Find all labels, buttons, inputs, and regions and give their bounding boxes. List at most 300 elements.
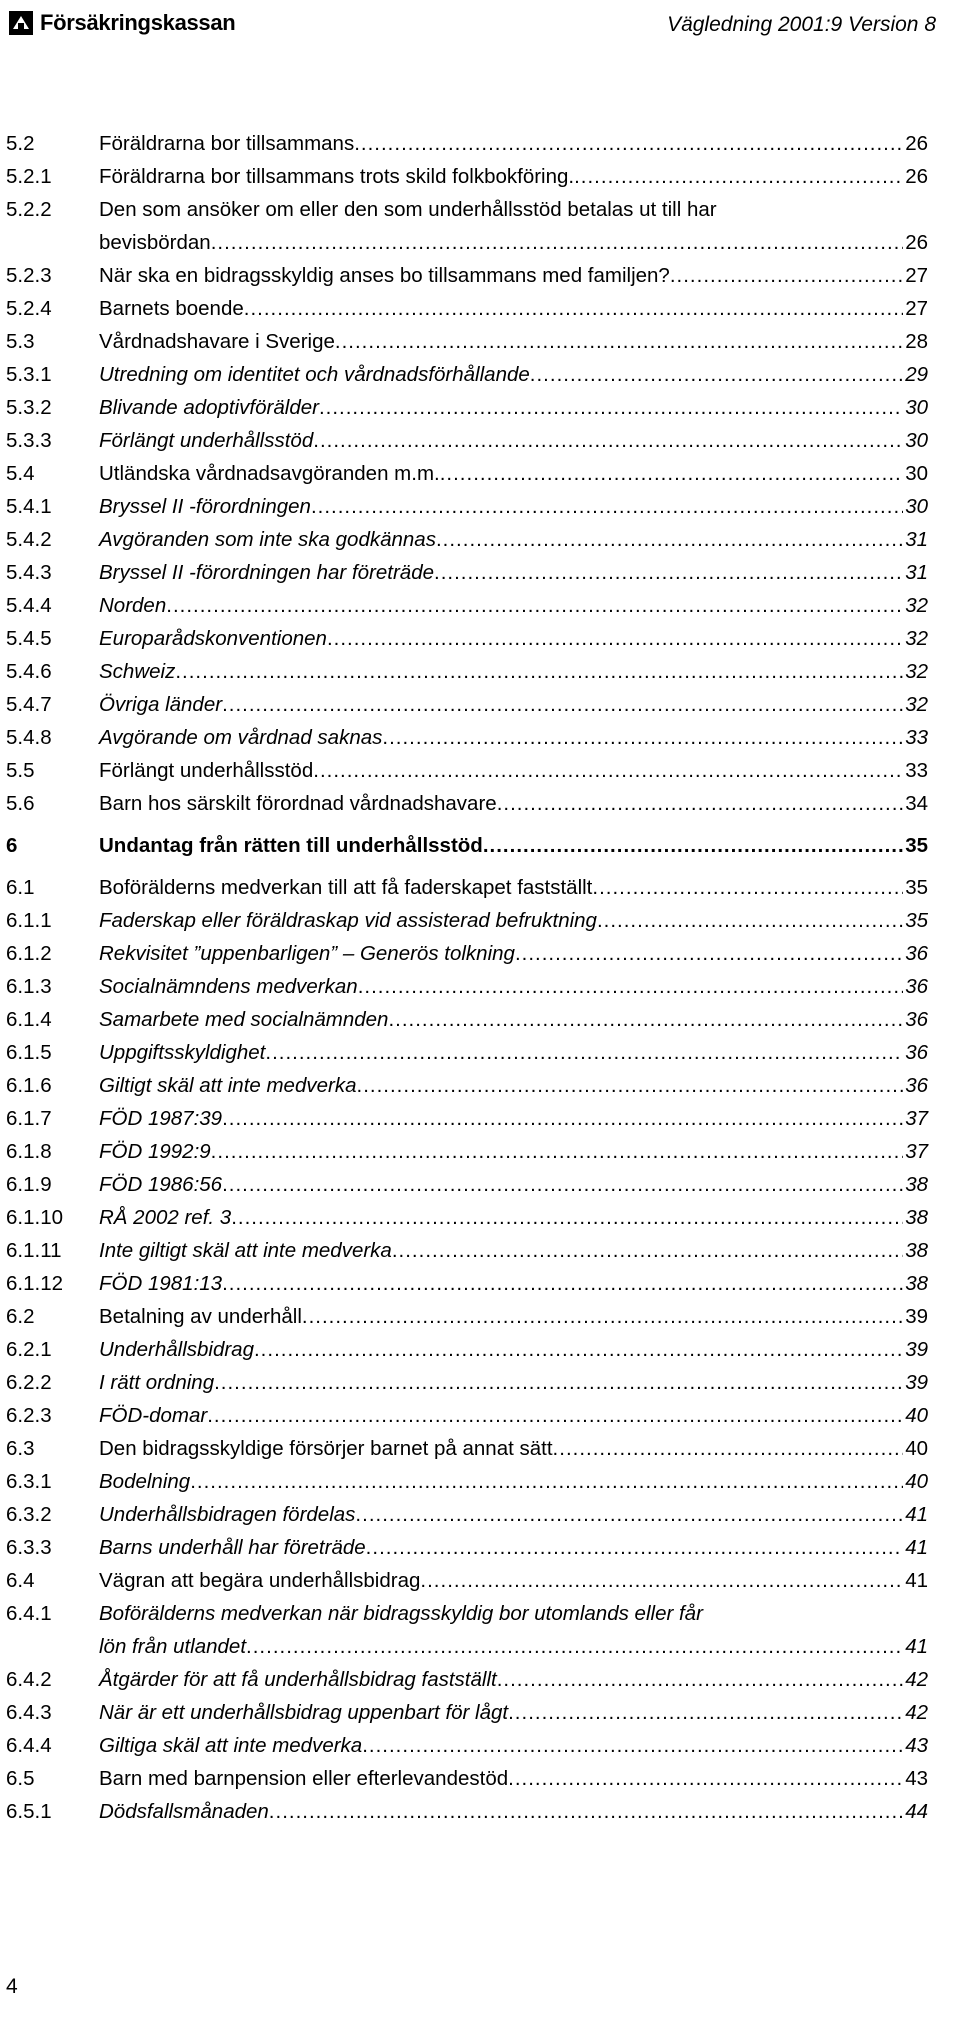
toc-page: 34: [905, 792, 928, 815]
toc-number: 6.2.1: [6, 1338, 52, 1361]
toc-number: 5.4.3: [6, 561, 52, 584]
dot-leader: [515, 942, 903, 966]
dot-leader: [244, 297, 903, 321]
toc-number: 6.1.7: [6, 1107, 52, 1130]
toc-title-wrap: [99, 594, 928, 618]
dot-leader: [175, 660, 903, 684]
toc-page: 36: [905, 942, 928, 965]
toc-entry[interactable]: [6, 363, 928, 396]
dot-leader: [166, 594, 903, 618]
toc-page: 27: [905, 297, 928, 320]
toc-title: Faderskap eller föräldraskap vid assisterad befruktning: [99, 909, 597, 932]
toc-title: Utredning om identitet och vårdnadsförhållande: [99, 363, 530, 386]
toc-title: Den som ansöker om eller den som underhållsstöd betalas ut till har: [99, 198, 717, 221]
dot-leader: [508, 1701, 903, 1725]
toc-entry[interactable]: [6, 462, 928, 495]
toc-title-continued: bevisbördan: [99, 231, 211, 254]
toc-title: Utländska vårdnadsavgöranden m.m.: [99, 462, 440, 485]
toc-number: 6.4.1: [6, 1602, 52, 1625]
toc-title: Dödsfallsmånaden: [99, 1800, 269, 1823]
toc-page: 32: [905, 660, 928, 683]
toc-number: 5.3.2: [6, 396, 52, 419]
toc-number: 5.4: [6, 462, 35, 485]
toc-number: 6.4: [6, 1569, 35, 1592]
toc-entry[interactable]: [6, 561, 928, 594]
toc-entry[interactable]: [6, 1701, 928, 1734]
toc-title: I rätt ordning: [99, 1371, 215, 1394]
toc-page: 26: [905, 231, 928, 254]
page-number: 4: [6, 1975, 18, 1998]
toc-title-wrap: [99, 495, 928, 519]
toc-number: 5.5: [6, 759, 35, 782]
dot-leader: [313, 759, 903, 783]
toc-title: Uppgiftsskyldighet: [99, 1041, 266, 1064]
toc-title: Vårdnadshavare i Sverige: [99, 330, 335, 353]
dot-leader: [222, 1173, 903, 1197]
brand-logo: [8, 10, 235, 36]
toc-entry[interactable]: [6, 942, 928, 975]
toc-entry[interactable]: [6, 1536, 928, 1569]
toc-title-wrap: [99, 528, 928, 552]
toc-title-wrap: [99, 726, 928, 750]
toc-page: 39: [905, 1371, 928, 1394]
toc-entry[interactable]: [6, 132, 928, 165]
toc-number: 5.4.1: [6, 495, 52, 518]
toc-number: 5.3.1: [6, 363, 52, 386]
toc-number: 5.4.5: [6, 627, 52, 650]
dot-leader: [327, 627, 903, 651]
toc-number: 5.2.1: [6, 165, 52, 188]
toc-number: 6.1.8: [6, 1140, 52, 1163]
toc-entry[interactable]: [6, 1437, 928, 1470]
toc-page: 37: [905, 1140, 928, 1163]
dot-leader: [335, 330, 903, 354]
toc-entry[interactable]: [6, 876, 928, 909]
toc-entry[interactable]: [6, 1107, 928, 1140]
toc-number: 5.2.4: [6, 297, 52, 320]
toc-title: Samarbete med socialnämnden: [99, 1008, 389, 1031]
toc-title: Vägran att begära underhållsbidrag: [99, 1569, 421, 1592]
toc-number: 6.2.3: [6, 1404, 52, 1427]
toc-title: Undantag från rätten till underhållsstöd: [99, 834, 483, 857]
toc-title-wrap: [99, 1338, 928, 1362]
dot-leader: [366, 1536, 904, 1560]
dot-leader: [483, 834, 903, 858]
dot-leader: [388, 1008, 903, 1032]
toc-page: 41: [905, 1536, 928, 1559]
toc-page: 42: [905, 1701, 928, 1724]
toc-title: Inte giltigt skäl att inte medverka: [99, 1239, 392, 1262]
toc-title: Schweiz: [99, 660, 176, 683]
toc-number: 6.1.4: [6, 1008, 52, 1031]
toc-number: 6.1.5: [6, 1041, 52, 1064]
dot-leader: [434, 561, 903, 585]
toc-entry[interactable]: [6, 1173, 928, 1206]
dot-leader: [362, 1734, 903, 1758]
toc-entry[interactable]: [6, 1371, 928, 1404]
dot-leader: [311, 495, 903, 519]
dot-leader: [222, 693, 903, 717]
toc-title: Förlängt underhållsstöd: [99, 429, 314, 452]
toc-entry[interactable]: [6, 1470, 928, 1503]
toc-title-wrap: [99, 1404, 928, 1428]
dot-leader: [319, 396, 903, 420]
dot-leader: [530, 363, 903, 387]
toc-entry[interactable]: [6, 1569, 928, 1602]
toc-entry[interactable]: [6, 627, 928, 660]
toc-number: 6.3.2: [6, 1503, 52, 1526]
toc-number: 6.1.2: [6, 942, 52, 965]
toc-title: Giltiga skäl att inte medverka: [99, 1734, 363, 1757]
toc-title-wrap: [99, 429, 928, 453]
dot-leader: [420, 1569, 903, 1593]
toc-entry[interactable]: [6, 297, 928, 330]
toc-title-wrap: [99, 1701, 928, 1725]
toc-entry-line: [6, 1635, 928, 1668]
toc-page: 40: [905, 1437, 928, 1460]
toc-title-wrap: [99, 834, 928, 858]
toc-title-wrap: [99, 1503, 928, 1527]
toc-number: 6.1.6: [6, 1074, 52, 1097]
toc-title: Bryssel II -förordningen: [99, 495, 311, 518]
toc-title-wrap: [99, 330, 928, 354]
toc-title: Boförälderns medverkan till att få faderskapet fastställt: [99, 876, 593, 899]
toc-title-wrap: [99, 759, 928, 783]
dot-leader: [231, 1206, 903, 1230]
dot-leader: [313, 429, 903, 453]
toc-page: 37: [905, 1107, 928, 1130]
toc-title-wrap: [99, 1536, 928, 1560]
toc-number: 6.1.12: [6, 1272, 63, 1295]
toc-page: 39: [905, 1305, 928, 1328]
toc-title-wrap: [99, 792, 928, 816]
toc-page: 38: [905, 1239, 928, 1262]
toc-title-wrap: [99, 462, 928, 486]
toc-entry[interactable]: [6, 165, 928, 198]
dot-leader: [246, 1635, 903, 1659]
toc-title: Föräldrarna bor tillsammans: [99, 132, 355, 155]
dot-leader: [214, 1371, 903, 1395]
toc-title-wrap: [99, 264, 928, 288]
toc-title: Underhållsbidrag: [99, 1338, 254, 1361]
toc-entry[interactable]: [6, 198, 928, 264]
toc-entry[interactable]: [6, 759, 928, 792]
toc-page: 33: [905, 759, 928, 782]
toc-number: 5.4.2: [6, 528, 52, 551]
toc-entry-line: [6, 198, 928, 231]
toc-page: 43: [905, 1734, 928, 1757]
toc-page: 36: [905, 975, 928, 998]
toc-entry[interactable]: [6, 792, 928, 825]
toc-title-wrap: [99, 1173, 928, 1197]
toc-entry[interactable]: [6, 726, 928, 759]
toc-number: 6.1.3: [6, 975, 52, 998]
toc-title-wrap: [99, 1305, 928, 1329]
dot-leader: [269, 1800, 903, 1824]
toc-title-wrap: [99, 627, 928, 651]
toc-page: 29: [905, 363, 928, 386]
dot-leader: [354, 132, 903, 156]
toc-number: 5.3.3: [6, 429, 52, 452]
toc-title: Den bidragsskyldige försörjer barnet på annat sätt: [99, 1437, 553, 1460]
toc-title-wrap: [99, 876, 928, 900]
toc-page: 40: [905, 1470, 928, 1493]
toc-title-wrap: [99, 1767, 928, 1791]
toc-page: 26: [905, 132, 928, 155]
toc-entry[interactable]: [6, 1206, 928, 1239]
toc-title-wrap: [99, 1041, 928, 1065]
toc-number: 6.1.10: [6, 1206, 63, 1229]
toc-title: FÖD 1986:56: [99, 1173, 223, 1196]
dot-leader: [222, 1272, 903, 1296]
toc-page: 43: [905, 1767, 928, 1790]
toc-title: FÖD 1987:39: [99, 1107, 223, 1130]
brand-name: Försäkringskassan: [40, 10, 236, 35]
dot-leader: [440, 462, 903, 486]
toc-number: 6.2.2: [6, 1371, 52, 1394]
toc-number: 6.4.3: [6, 1701, 52, 1724]
toc-entry[interactable]: [6, 1734, 928, 1767]
toc-title: Barnets boende: [99, 297, 244, 320]
toc-title: Giltigt skäl att inte medverka: [99, 1074, 357, 1097]
toc-page: 30: [905, 396, 928, 419]
toc-title: Barn med barnpension eller efterlevandestöd: [99, 1767, 509, 1790]
toc-title: FÖD-domar: [99, 1404, 208, 1427]
dot-leader: [358, 975, 904, 999]
toc-title-wrap: [99, 363, 928, 387]
toc-number: 6.2: [6, 1305, 35, 1328]
toc-page: 33: [905, 726, 928, 749]
toc-title-wrap: [99, 1140, 928, 1164]
toc-title: Barn hos särskilt förordnad vårdnadshavare: [99, 792, 497, 815]
toc-title-wrap: [99, 1734, 928, 1758]
toc-entry[interactable]: [6, 1041, 928, 1074]
toc-page: 32: [905, 693, 928, 716]
dot-leader: [357, 1074, 904, 1098]
toc-page: 28: [905, 330, 928, 353]
toc-entry[interactable]: [6, 909, 928, 942]
toc-title: FÖD 1992:9: [99, 1140, 211, 1163]
toc-title-wrap: [99, 561, 928, 585]
toc-page: 40: [905, 1404, 928, 1427]
toc-entry[interactable]: [6, 1008, 928, 1041]
toc-number: 5.2: [6, 132, 35, 155]
toc-page: 27: [905, 264, 928, 287]
toc-entry[interactable]: [6, 1140, 928, 1173]
dot-leader: [553, 1437, 904, 1461]
toc-entry[interactable]: [6, 429, 928, 462]
toc-number: 6.1.1: [6, 909, 52, 932]
toc-title: Rekvisitet ”uppenbarligen” – Generös tolkning: [99, 942, 515, 965]
toc-title-wrap: [99, 1800, 928, 1824]
toc-page: 30: [905, 429, 928, 452]
toc-entry[interactable]: [6, 1668, 928, 1701]
toc-title-wrap: [99, 1239, 928, 1263]
toc-page: 41: [905, 1635, 928, 1658]
toc-title: Boförälderns medverkan när bidragsskyldig bor utomlands eller får: [99, 1602, 703, 1625]
toc-title-wrap: [99, 942, 928, 966]
toc-title: Föräldrarna bor tillsammans trots skild folkbokföring.: [99, 165, 575, 188]
dot-leader: [265, 1041, 903, 1065]
toc-page: 42: [905, 1668, 928, 1691]
toc-number: 6.3.3: [6, 1536, 52, 1559]
toc-entry[interactable]: [6, 1404, 928, 1437]
toc-title: Blivande adoptivförälder: [99, 396, 319, 419]
toc-page: 44: [905, 1800, 928, 1823]
toc-title: När ska en bidragsskyldig anses bo tillsammans med familjen?: [99, 264, 670, 287]
toc-entry[interactable]: [6, 330, 928, 363]
toc-page: 38: [905, 1272, 928, 1295]
toc-title: Avgöranden som inte ska godkännas: [99, 528, 436, 551]
toc-title-wrap: [99, 1107, 928, 1131]
toc-page: 41: [905, 1503, 928, 1526]
brand-emblem-icon: [8, 10, 34, 36]
toc-title: Avgörande om vårdnad saknas: [99, 726, 383, 749]
toc-title-continued: lön från utlandet: [99, 1635, 247, 1658]
toc-entry[interactable]: [6, 1305, 928, 1338]
toc-page: 35: [905, 834, 928, 857]
toc-title: Betalning av underhåll: [99, 1305, 302, 1328]
dot-leader: [670, 264, 903, 288]
toc-title-wrap: [99, 1569, 928, 1593]
toc-entry[interactable]: [6, 1602, 928, 1668]
toc-title-wrap: [99, 297, 928, 321]
toc-page: 35: [905, 876, 928, 899]
toc-page: 39: [905, 1338, 928, 1361]
toc-title-wrap: [99, 1206, 928, 1230]
dot-leader: [190, 1470, 903, 1494]
toc-entry[interactable]: [6, 264, 928, 297]
toc-page: 30: [905, 462, 928, 485]
toc-number: 6.3: [6, 1437, 35, 1460]
dot-leader: [254, 1338, 903, 1362]
document-version: Vägledning 2001:9 Version 8: [667, 13, 936, 36]
toc-number: 6.1.11: [6, 1239, 62, 1262]
toc-entry[interactable]: [6, 528, 928, 561]
toc-number: 5.4.7: [6, 693, 52, 716]
dot-leader: [207, 1404, 903, 1428]
dot-leader: [302, 1305, 903, 1329]
toc-number: 6.5: [6, 1767, 35, 1790]
toc-title: Bodelning: [99, 1470, 191, 1493]
toc-page: 31: [905, 528, 928, 551]
toc-number: 5.3: [6, 330, 35, 353]
toc-entry[interactable]: [6, 1074, 928, 1107]
dot-leader: [508, 1767, 903, 1791]
toc-title: Underhållsbidragen fördelas: [99, 1503, 356, 1526]
dot-leader: [355, 1503, 903, 1527]
toc-number: 5.4.4: [6, 594, 52, 617]
toc-title: Europarådskonventionen: [99, 627, 327, 650]
page-header: [0, 0, 960, 45]
toc-entry[interactable]: [6, 1767, 928, 1800]
toc-entry-line: [6, 231, 928, 264]
toc-title-wrap: [99, 132, 928, 156]
toc-title: RÅ 2002 ref. 3: [99, 1206, 232, 1229]
table-of-contents: [6, 132, 928, 1833]
toc-entry[interactable]: [6, 495, 928, 528]
toc-number: 6.4.2: [6, 1668, 52, 1691]
dot-leader: [497, 792, 903, 816]
dot-leader: [392, 1239, 903, 1263]
toc-number: 6.1: [6, 876, 35, 899]
toc-title: Barns underhåll har företräde: [99, 1536, 366, 1559]
dot-leader: [574, 165, 903, 189]
toc-number: 5.2.2: [6, 198, 52, 221]
toc-entry[interactable]: [6, 1239, 928, 1272]
toc-entry[interactable]: [6, 825, 928, 876]
toc-page: 31: [905, 561, 928, 584]
toc-entry[interactable]: [6, 975, 928, 1008]
toc-number: 6.3.1: [6, 1470, 52, 1493]
toc-number: 6.4.4: [6, 1734, 52, 1757]
toc-page: 36: [905, 1074, 928, 1097]
toc-number: 5.2.3: [6, 264, 52, 287]
toc-entry[interactable]: [6, 594, 928, 627]
toc-number: 6.5.1: [6, 1800, 52, 1823]
toc-entry[interactable]: [6, 660, 928, 693]
toc-title-wrap: [99, 975, 928, 999]
toc-number: 6.1.9: [6, 1173, 52, 1196]
dot-leader: [211, 231, 903, 255]
toc-title: Förlängt underhållsstöd: [99, 759, 314, 782]
toc-entry[interactable]: [6, 396, 928, 429]
toc-page: 38: [905, 1206, 928, 1229]
toc-title-wrap: [99, 1470, 928, 1494]
toc-title-wrap: [99, 1008, 928, 1032]
dot-leader: [211, 1140, 904, 1164]
toc-title: När är ett underhållsbidrag uppenbart för lågt: [99, 1701, 509, 1724]
toc-title: FÖD 1981:13: [99, 1272, 223, 1295]
toc-page: 38: [905, 1173, 928, 1196]
dot-leader: [436, 528, 903, 552]
toc-title-wrap: [99, 1437, 928, 1461]
toc-page: 30: [905, 495, 928, 518]
toc-title-wrap: [99, 660, 928, 684]
toc-title-wrap: [99, 165, 928, 189]
toc-entry[interactable]: [6, 1800, 928, 1833]
toc-title-wrap: [99, 909, 928, 933]
toc-page: 36: [905, 1008, 928, 1031]
toc-page: 32: [905, 594, 928, 617]
toc-title-wrap: [99, 693, 928, 717]
toc-number: 5.4.8: [6, 726, 52, 749]
dot-leader: [222, 1107, 903, 1131]
toc-title-wrap: [99, 1371, 928, 1395]
toc-page: 41: [905, 1569, 928, 1592]
toc-title: Socialnämndens medverkan: [99, 975, 358, 998]
toc-number: 6: [6, 834, 18, 857]
toc-page: 35: [905, 909, 928, 932]
toc-title-wrap: [99, 1074, 928, 1098]
toc-title-wrap: [99, 396, 928, 420]
dot-leader: [592, 876, 903, 900]
toc-title-wrap: [99, 1272, 928, 1296]
toc-entry[interactable]: [6, 1272, 928, 1305]
dot-leader: [597, 909, 903, 933]
toc-title: Åtgärder för att få underhållsbidrag fastställt: [99, 1668, 497, 1691]
toc-title: Övriga länder: [99, 693, 223, 716]
toc-entry[interactable]: [6, 693, 928, 726]
toc-page: 32: [905, 627, 928, 650]
toc-entry[interactable]: [6, 1503, 928, 1536]
toc-number: 5.4.6: [6, 660, 52, 683]
toc-page: 26: [905, 165, 928, 188]
toc-number: 5.6: [6, 792, 35, 815]
toc-title: Bryssel II -förordningen har företräde: [99, 561, 434, 584]
toc-entry[interactable]: [6, 1338, 928, 1371]
toc-title: Norden: [99, 594, 167, 617]
